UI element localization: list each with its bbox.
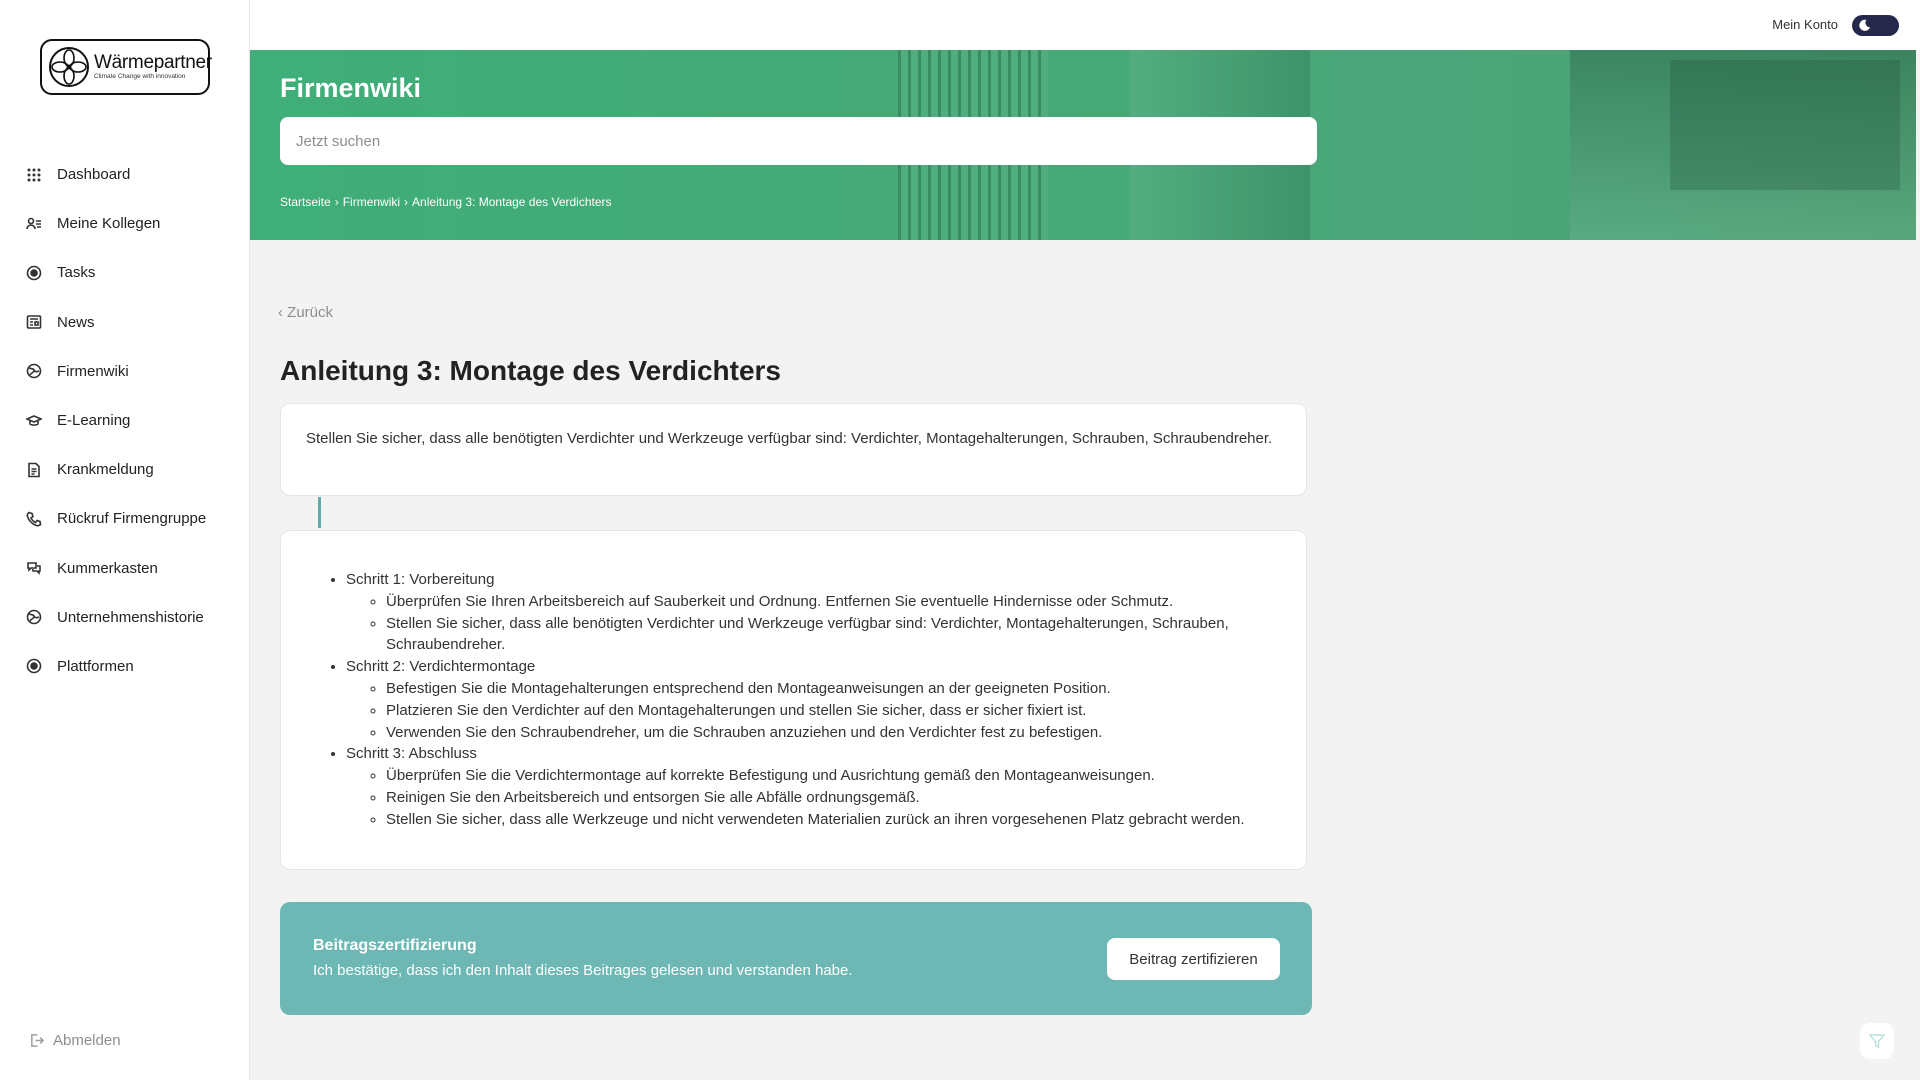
brand-tagline: Climate Change with innovation xyxy=(94,73,186,81)
users-icon xyxy=(26,216,42,232)
card-connector xyxy=(318,497,321,528)
sidebar-item-label: Kummerkasten xyxy=(57,559,158,577)
brand-name: Wärmepartner xyxy=(94,52,212,74)
phone-icon xyxy=(26,511,42,527)
step-title: Schritt 2: Verdichtermontage xyxy=(346,658,536,676)
intro-text: Stellen Sie sicher, dass alle benötigten Verdichter und Werkzeuge verfügbar sind: Verdichter, Montagehalterungen, Schrauben, Schraubendreher. xyxy=(306,430,1273,447)
sidebar-item-unternehmenshistorie[interactable] xyxy=(0,593,250,642)
filter-button[interactable] xyxy=(1860,1023,1894,1059)
certification-title: Beitragszertifizierung xyxy=(313,937,477,954)
breadcrumb-separator: › xyxy=(404,195,409,209)
steps-list xyxy=(306,569,1281,831)
certification-panel xyxy=(280,902,1312,1015)
filter-icon xyxy=(1868,1032,1886,1050)
sidebar-item-kummerkasten[interactable] xyxy=(0,544,250,593)
globe-icon xyxy=(26,609,42,625)
breadcrumb-separator: › xyxy=(334,195,339,209)
hero-background-image xyxy=(1670,60,1900,190)
breadcrumb-link-startseite[interactable]: Startseite xyxy=(280,195,331,209)
list-item: ◦ Befestigen Sie die Montagehalterungen entsprechend den Montageanweisungen an der geeigneten Position. xyxy=(386,678,1281,700)
sidebar-item-label: Unternehmenshistorie xyxy=(57,608,204,626)
step-title: Schritt 1: Vorbereitung xyxy=(346,571,495,588)
sidebar-item-label: News xyxy=(57,313,95,331)
sidebar xyxy=(0,0,250,1080)
sidebar-item-krankmeldung[interactable] xyxy=(0,445,250,494)
hero-banner xyxy=(250,50,1916,240)
sidebar-item-label: Firmenwiki xyxy=(57,362,129,380)
back-label: Zurück xyxy=(287,304,334,321)
list-item xyxy=(346,656,1281,743)
list-item xyxy=(346,743,1281,830)
search-input[interactable] xyxy=(280,117,1317,165)
moon-icon xyxy=(1858,19,1871,32)
sidebar-item-label: Plattformen xyxy=(57,657,134,675)
sidebar-item-label: Krankmeldung xyxy=(57,461,154,479)
topbar xyxy=(250,0,1920,50)
grid-icon xyxy=(26,167,42,183)
sidebar-item-rueckruf-firmengruppe[interactable] xyxy=(0,494,250,543)
list-item: ◦ Überprüfen Sie Ihren Arbeitsbereich auf Sauberkeit und Ordnung. Entfernen Sie eventuelle Hindernisse oder Schmutz. xyxy=(386,591,1281,613)
list-item: ◦ Platzieren Sie den Verdichter auf den Montagehalterungen und stellen Sie sicher, dass er sicher fixiert ist. xyxy=(386,700,1281,722)
fan-logo-icon xyxy=(48,46,90,88)
sidebar-item-label: E-Learning xyxy=(57,412,131,430)
list-item: ◦ Verwenden Sie den Schraubendreher, um die Schrauben anzuziehen und den Verdichter fest zu befestigen. xyxy=(386,722,1281,744)
dark-mode-toggle[interactable] xyxy=(1852,15,1899,36)
target-icon xyxy=(26,658,42,674)
sidebar-item-e-learning[interactable] xyxy=(0,396,250,445)
sidebar-item-label: Dashboard xyxy=(57,166,131,184)
sidebar-item-label: Rückruf Firmengruppe xyxy=(57,510,207,528)
intro-card xyxy=(280,403,1307,496)
chevron-left-icon: ‹ xyxy=(278,304,283,321)
sidebar-item-tasks[interactable] xyxy=(0,248,250,297)
list-item: ◦ Stellen Sie sicher, dass alle benötigten Verdichter und Werkzeuge verfügbar sind: Verdichter, Montagehalterungen, Schrauben, Schraubendreher. xyxy=(386,613,1281,657)
breadcrumb-current[interactable]: Anleitung 3: Montage des Verdichters xyxy=(412,195,612,209)
logout-label: Abmelden xyxy=(53,1032,121,1049)
breadcrumb xyxy=(280,195,612,209)
document-icon xyxy=(26,462,42,478)
breadcrumb-link-firmenwiki[interactable]: Firmenwiki xyxy=(342,195,401,209)
section-title: Firmenwiki xyxy=(280,73,422,103)
sidebar-item-news[interactable] xyxy=(0,298,250,347)
logout-button[interactable] xyxy=(29,1032,121,1049)
sidebar-item-label: Tasks xyxy=(57,264,96,282)
list-item: ◦ Reinigen Sie den Arbeitsbereich und entsorgen Sie alle Abfälle ordnungsgemäß. xyxy=(386,787,1281,809)
brand-logo[interactable] xyxy=(40,39,210,95)
list-item: ◦ Überprüfen Sie die Verdichtermontage auf korrekte Befestigung und Ausrichtung gemäß den Montageanweisungen. xyxy=(386,765,1281,787)
newspaper-icon xyxy=(26,314,42,330)
account-link[interactable]: Mein Konto xyxy=(1772,17,1838,32)
logout-icon xyxy=(29,1033,44,1048)
target-icon xyxy=(26,265,42,281)
globe-icon xyxy=(26,363,42,379)
sidebar-item-firmenwiki[interactable] xyxy=(0,347,250,396)
list-item: ◦ Stellen Sie sicher, dass alle Werkzeuge und nicht verwendeten Materialien zurück an ihren vorgesehenen Platz gebracht werden. xyxy=(386,809,1281,831)
sidebar-item-dashboard[interactable] xyxy=(0,150,250,199)
certification-text: Ich bestätige, dass ich den Inhalt dieses Beitrages gelesen und verstanden habe. xyxy=(313,962,853,979)
graduation-cap-icon xyxy=(26,413,42,429)
back-link[interactable] xyxy=(278,304,333,321)
sidebar-nav xyxy=(0,150,250,691)
sidebar-item-meine-kollegen[interactable] xyxy=(0,199,250,248)
list-item xyxy=(346,569,1281,656)
sidebar-item-plattformen[interactable] xyxy=(0,642,250,691)
step-title: Schritt 3: Abschluss xyxy=(346,745,477,763)
chat-icon xyxy=(26,560,42,576)
page-title: Anleitung 3: Montage des Verdichters xyxy=(280,355,781,386)
steps-card xyxy=(280,530,1307,870)
certify-button[interactable]: Beitrag zertifizieren xyxy=(1107,938,1280,980)
sidebar-item-label: Meine Kollegen xyxy=(57,215,161,233)
